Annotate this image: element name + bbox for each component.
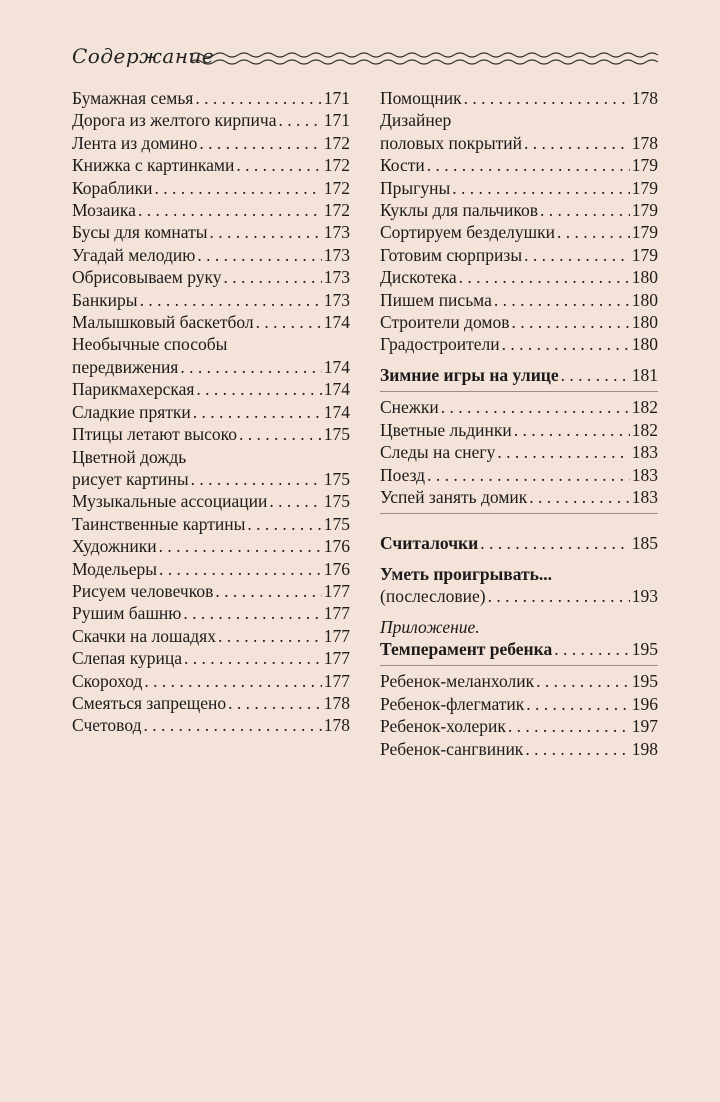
toc-entry-title: Книжка с картинками (72, 155, 235, 176)
toc-entry-title: Сортируем безделушки (380, 222, 555, 243)
toc-entry (380, 244, 658, 266)
toc-entry (72, 714, 350, 736)
toc-entry (72, 647, 350, 669)
toc-entry-title: половых покрытий (380, 132, 523, 153)
dot-leader (526, 693, 629, 715)
toc-entry-title: Успей занять домик (380, 486, 528, 507)
toc-entry (380, 693, 658, 715)
toc-entry (380, 221, 658, 243)
toc-entry-page: 174 (323, 379, 350, 400)
toc-entry (72, 602, 350, 624)
dot-leader (210, 221, 322, 243)
toc-entry-title: Кости (380, 155, 425, 176)
dot-leader (228, 692, 322, 714)
toc-right-column (380, 87, 658, 760)
toc-entry-title: Прыгуны (380, 177, 451, 198)
divider (380, 513, 658, 514)
toc-entry-title: Угадай мелодию (72, 244, 196, 265)
toc-entry (72, 513, 350, 535)
toc-entry-page: 178 (631, 88, 658, 108)
toc-entry (72, 87, 350, 109)
toc-entry (72, 625, 350, 647)
toc-entry (380, 396, 658, 418)
toc-entry-title: передвижения (72, 356, 179, 377)
toc-entry-title: Счетовод (72, 715, 142, 736)
toc-entry-page: 174 (323, 312, 350, 333)
toc-entry-page: 180 (631, 289, 658, 310)
toc-entry-title: Градостроители (380, 334, 500, 355)
dot-leader (159, 535, 322, 557)
dot-leader (459, 266, 630, 288)
toc-entry (72, 266, 350, 288)
toc-entry (380, 266, 658, 288)
toc-entry-page: 173 (323, 222, 350, 243)
toc-entry-title: Лента из домино (72, 132, 198, 153)
toc-entry-title: Бумажная семья (72, 88, 194, 108)
toc-entry-title: Смеяться запрещено (72, 692, 227, 713)
dot-leader (557, 221, 630, 243)
toc-entry-title: Ребенок-холерик (380, 716, 506, 737)
toc-entry (380, 670, 658, 692)
page-header (72, 44, 662, 74)
toc-section-afterword: Уметь проигрывать... (послесловие) . . . 193 (380, 563, 658, 608)
toc-entry (72, 535, 350, 557)
toc-entry-page: 172 (323, 132, 350, 153)
toc-entry-title: Дорога из желтого кирпича (72, 110, 277, 131)
toc-entry (72, 692, 350, 714)
toc-entry-page: 176 (323, 558, 350, 579)
dot-leader (199, 132, 321, 154)
dot-leader (236, 154, 321, 176)
toc-list-games (380, 87, 658, 356)
toc-entry-page: 172 (323, 200, 350, 221)
toc-entry (380, 311, 658, 333)
toc-section-counting: Считалочки . . . 185 (380, 532, 658, 554)
toc-section-temperament: Темперамент ребенка . . . 195 (380, 638, 658, 660)
dot-leader (184, 647, 322, 669)
toc-entry-page: 175 (323, 424, 350, 445)
toc-entry (72, 109, 350, 131)
toc-entry-page: 180 (631, 267, 658, 288)
toc-entry-page: 177 (323, 603, 350, 624)
dot-leader (143, 714, 321, 736)
toc-entry-page: 182 (631, 397, 658, 418)
dot-leader (497, 441, 629, 463)
toc-entry (72, 670, 350, 692)
dot-leader (195, 87, 321, 109)
toc-entry-page: 174 (323, 401, 350, 422)
toc-entry (380, 738, 658, 760)
dot-leader (159, 558, 322, 580)
toc-entry (72, 132, 350, 154)
toc-list-winter (380, 396, 658, 508)
toc-entry-page: 175 (323, 468, 350, 489)
toc-entry (72, 580, 350, 602)
toc-entry-page: 183 (631, 442, 658, 463)
toc-entry-page: 175 (323, 513, 350, 534)
dot-leader (193, 401, 322, 423)
toc-entry-title: Ребенок-флегматик (380, 693, 525, 714)
toc-entry (380, 154, 658, 176)
toc-entry-title: Поезд (380, 464, 426, 485)
toc-entry-title: Кораблики (72, 177, 153, 198)
dot-leader (180, 356, 321, 378)
toc-entry-title: Скороход (72, 670, 143, 691)
toc-entry-title: Помощник (380, 88, 462, 108)
toc-entry-title: Малышковый баскетбол (72, 312, 254, 333)
dot-leader (218, 625, 322, 647)
toc-entry (72, 177, 350, 199)
toc-entry (380, 333, 658, 355)
toc-entry (72, 490, 350, 512)
toc-entry-title: рисует картины (72, 468, 189, 489)
toc-entry-title: Художники (72, 536, 157, 557)
toc-entry-title: Птицы летают высоко (72, 424, 238, 445)
toc-entry-title: Строители домов (380, 312, 510, 333)
toc-entry-page: 173 (323, 289, 350, 310)
dot-leader (224, 266, 322, 288)
toc-entry (380, 419, 658, 441)
toc-entry-title: Обрисовываем руку (72, 267, 222, 288)
toc-entry-page: 171 (323, 88, 350, 108)
toc-entry-title: Слепая курица (72, 648, 182, 669)
toc-entry-title-line1: Необычные способы (72, 334, 228, 355)
appendix-label: Приложение. (380, 616, 480, 637)
dot-leader (529, 486, 629, 508)
toc-entry-page: 196 (631, 693, 658, 714)
toc-entry-page: 180 (631, 334, 658, 355)
toc-entry-title: Скачки на лошадях (72, 625, 216, 646)
toc-entry (380, 289, 658, 311)
dot-leader (514, 419, 630, 441)
toc-entry-page: 176 (323, 536, 350, 557)
toc-entry-page: 178 (323, 715, 350, 736)
toc-entry-page: 179 (631, 200, 658, 221)
toc-entry-page: 177 (323, 580, 350, 601)
toc-entry (72, 401, 350, 423)
toc-entry-title: Снежки (380, 397, 439, 418)
toc-entry-title: Ребенок-меланхолик (380, 671, 535, 692)
toc-entry (72, 378, 350, 400)
dot-leader (511, 311, 629, 333)
dot-leader (452, 177, 630, 199)
toc-entry (72, 558, 350, 580)
toc-entry-title: Куклы для пальчиков (380, 200, 538, 221)
toc-entry-page: 183 (631, 486, 658, 507)
toc-entry-page: 179 (631, 222, 658, 243)
toc-entry-title: Банкиры (72, 289, 138, 310)
toc-entry-page: 178 (631, 132, 658, 153)
toc-entry-title: Музыкальные ассоциации (72, 491, 268, 512)
toc-entry-page: 178 (323, 692, 350, 713)
toc-entry (72, 333, 350, 378)
toc-entry-title: Таинственные картины (72, 513, 246, 534)
toc-entry-page: 172 (323, 177, 350, 198)
toc-entry (72, 221, 350, 243)
toc-entry (380, 109, 658, 154)
toc-entry-title: Рушим башню (72, 603, 182, 624)
toc-entry-page: 179 (631, 155, 658, 176)
toc-left-column (72, 87, 350, 737)
toc-entry (72, 154, 350, 176)
wave-ornament (190, 50, 662, 68)
header-title: Содержание (72, 44, 215, 68)
toc-entry (72, 199, 350, 221)
dot-leader (441, 396, 630, 418)
dot-leader (140, 289, 322, 311)
toc-entry-page: 197 (631, 716, 658, 737)
dot-leader (502, 333, 630, 355)
toc-entry-page: 171 (323, 110, 350, 131)
dot-leader (540, 199, 630, 221)
toc-entry (72, 289, 350, 311)
toc-entry-title-line1: Цветной дождь (72, 446, 187, 467)
toc-entry (72, 423, 350, 445)
toc-entry-title-line1: Дизайнер (380, 110, 452, 131)
toc-entry-page: 179 (631, 177, 658, 198)
dot-leader (427, 154, 630, 176)
dot-leader (247, 513, 321, 535)
toc-entry (72, 311, 350, 333)
toc-entry-page: 172 (323, 155, 350, 176)
toc-entry (72, 446, 350, 491)
dot-leader (278, 109, 321, 131)
toc-entry-title: Дискотека (380, 267, 457, 288)
dot-leader (508, 715, 630, 737)
toc-entry-page: 173 (323, 244, 350, 265)
toc-entry-title: Рисуем человечков (72, 580, 214, 601)
toc-entry-title: Мозаика (72, 200, 136, 221)
dot-leader (256, 311, 322, 333)
toc-entry-page: 195 (631, 671, 658, 692)
divider (380, 391, 658, 392)
dot-leader (464, 87, 630, 109)
toc-entry-title: Модельеры (72, 558, 158, 579)
dot-leader (197, 244, 321, 266)
dot-leader (215, 580, 321, 602)
dot-leader (427, 464, 630, 486)
toc-entry-page: 179 (631, 244, 658, 265)
dot-leader (138, 199, 322, 221)
toc-entry (380, 441, 658, 463)
dot-leader (524, 244, 630, 266)
dot-leader (144, 670, 321, 692)
dot-leader (536, 670, 630, 692)
toc-entry-title: Ребенок-сангвиник (380, 738, 524, 759)
toc-entry (380, 464, 658, 486)
toc-entry-title: Пишем письма (380, 289, 492, 310)
toc-entry (380, 87, 658, 109)
toc-list-appendix (380, 670, 658, 760)
dot-leader (183, 602, 321, 624)
toc-entry-page: 177 (323, 648, 350, 669)
dot-leader (269, 490, 321, 512)
toc-entry-page: 177 (323, 625, 350, 646)
dot-leader (196, 378, 321, 400)
toc-entry-page: 177 (323, 670, 350, 691)
toc-entry-page: 174 (323, 356, 350, 377)
toc-entry-page: 182 (631, 419, 658, 440)
toc-entry (380, 177, 658, 199)
dot-leader (191, 468, 322, 490)
toc-entry-title: Следы на снегу (380, 442, 496, 463)
divider (380, 665, 658, 666)
toc-entry (72, 244, 350, 266)
dot-leader (525, 738, 629, 760)
toc-entry-page: 173 (323, 267, 350, 288)
toc-entry-title: Сладкие прятки (72, 401, 191, 422)
dot-leader (239, 423, 322, 445)
toc-entry-page: 175 (323, 491, 350, 512)
toc-entry-page: 183 (631, 464, 658, 485)
toc-entry (380, 486, 658, 508)
toc-entry-title: Бусы для комнаты (72, 222, 208, 243)
toc-entry (380, 199, 658, 221)
toc-entry-page: 180 (631, 312, 658, 333)
dot-leader (155, 177, 322, 199)
dot-leader (494, 289, 630, 311)
toc-section-winter: Зимние игры на улице . . . 181 (380, 364, 658, 386)
toc-entry (380, 715, 658, 737)
toc-entry-title: Цветные льдинки (380, 419, 512, 440)
toc-entry-page: 198 (631, 738, 658, 759)
dot-leader (524, 132, 630, 154)
toc-entry-title: Парикмахерская (72, 379, 195, 400)
toc-entry-title: Готовим сюрпризы (380, 244, 523, 265)
